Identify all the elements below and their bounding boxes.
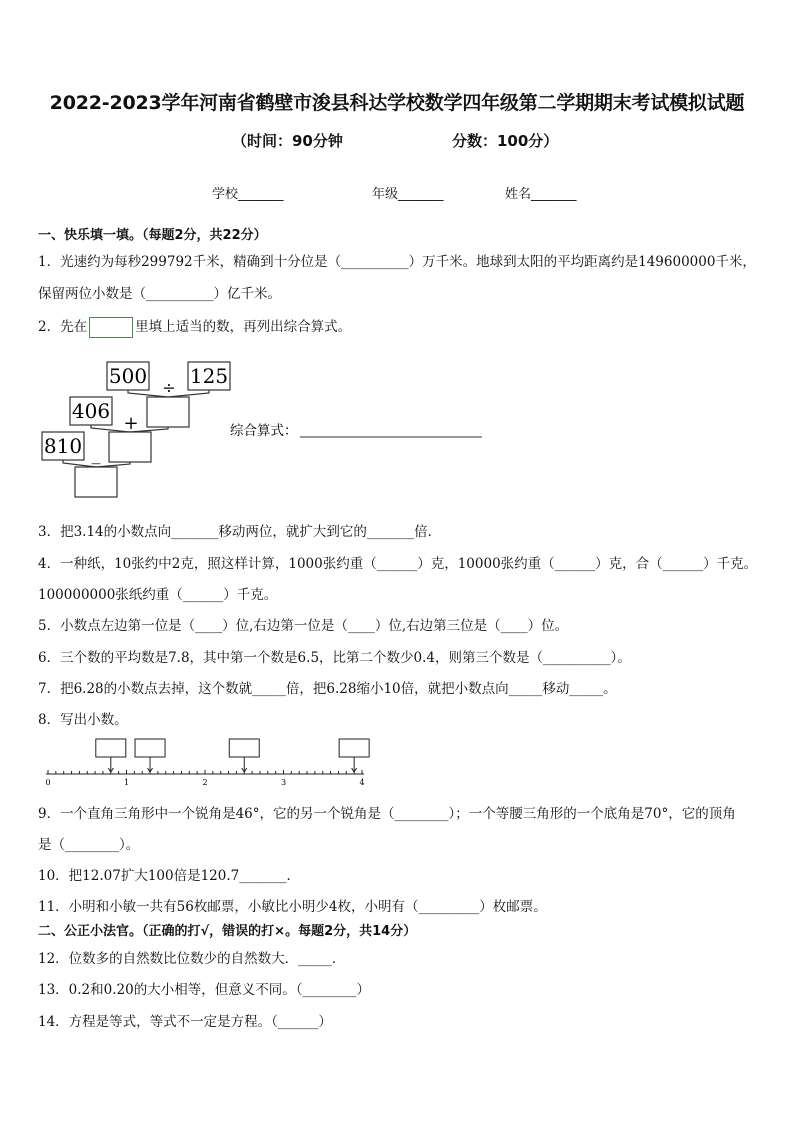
question-2-prefix: 2．先在 [38, 319, 88, 335]
name-field[interactable]: 姓名_______ [505, 187, 577, 202]
number-line-answer-box[interactable] [339, 739, 369, 757]
question-4-line2: 100000000张纸约重（______）千克。 [38, 587, 278, 603]
answer-box-difference[interactable] [75, 467, 117, 497]
formula-label: 综合算式： [230, 423, 298, 439]
exam-title: 2022-2023学年河南省鹤壁市浚县科达学校数学四年级第二学期期末考试模拟试题 [49, 92, 745, 114]
question-9-line1: 9．一个直角三角形中一个锐角是46°，它的另一个锐角是（________）；一个等腰三角形的一个底角是70°，它的顶角 [38, 806, 736, 822]
exam-time: （时间：90分钟 [232, 132, 343, 150]
question-12: 12．位数多的自然数比位数少的自然数大．_____． [38, 951, 346, 967]
number-125: 125 [189, 364, 229, 388]
question-2 [38, 315, 351, 338]
number-line-label: 2 [202, 778, 208, 787]
question-1-line1: 1．光速约为每秒299792千米，精确到十分位是（__________）万千米。地球到太阳的平均距离约是149600000千米， [38, 254, 756, 270]
question-11: 11．小明和小敏一共有56枚邮票，小敏比小明少4枚，小明有（_________）枚邮票。 [38, 899, 547, 915]
calc-tree-diagram [38, 356, 498, 501]
question-10: 10．把12.07扩大100倍是120.7_______． [38, 868, 300, 884]
section1-heading: 一、快乐填一填。（每题2分，共22分） [38, 228, 267, 243]
number-810: 810 [43, 434, 83, 458]
question-14: 14．方程是等式，等式不一定是方程。（______） [38, 1014, 332, 1030]
number-500: 500 [108, 364, 148, 388]
answer-box-sum[interactable] [109, 432, 151, 462]
section2-heading: 二、公正小法官。（正确的打√，错误的打×。每题2分，共14分） [38, 924, 417, 939]
number-line-label: 1 [123, 778, 130, 787]
question-1-line2: 保留两位小数是（__________）亿千米。 [38, 286, 281, 302]
answer-box-quotient[interactable] [147, 397, 189, 427]
question-5: 5．小数点左边第一位是（____）位,右边第一位是（____）位,右边第三位是（____）位。 [38, 618, 569, 634]
number-line-label: 3 [280, 778, 287, 787]
plus-sign: + [123, 413, 139, 434]
number-line-answer-box[interactable] [135, 739, 165, 757]
question-4-line1: 4．一种纸，10张约中2克，照这样计算，1000张约重（______）克，10000张约重（______）克，合（______）千克。 [38, 556, 758, 572]
school-field[interactable]: 学校_______ [212, 187, 284, 202]
question-13: 13．0.2和0.20的大小相等，但意义不同。（________） [38, 982, 370, 998]
question-7: 7．把6.28的小数点去掉，这个数就_____倍，把6.28缩小10倍，就把小数点向_____移动_____。 [38, 681, 617, 697]
answer-box-sample [89, 317, 133, 338]
number-406: 406 [71, 399, 111, 423]
exam-score: 分数：100分） [452, 132, 559, 150]
number-line-answer-box[interactable] [96, 739, 126, 757]
question-9-line2: 是（________）。 [38, 837, 140, 853]
question-2-suffix: 里填上适当的数，再列出综合算式。 [135, 319, 352, 335]
number-line-label: 4 [359, 778, 365, 787]
grade-field[interactable]: 年级_______ [372, 187, 444, 202]
question-8: 8．写出小数。 [38, 712, 128, 728]
question-3: 3．把3.14的小数点向_______移动两位，就扩大到它的_______倍． [38, 524, 442, 540]
number-line-diagram [38, 736, 378, 791]
number-line-label: 0 [45, 778, 51, 787]
number-line-answer-box[interactable] [229, 739, 259, 757]
minus-sign: _ [91, 444, 101, 465]
question-6: 6．三个数的平均数是7.8，其中第一个数是6.5，比第二个数少0.4，则第三个数是（__________）。 [38, 650, 631, 666]
divide-sign: ÷ [162, 378, 176, 397]
